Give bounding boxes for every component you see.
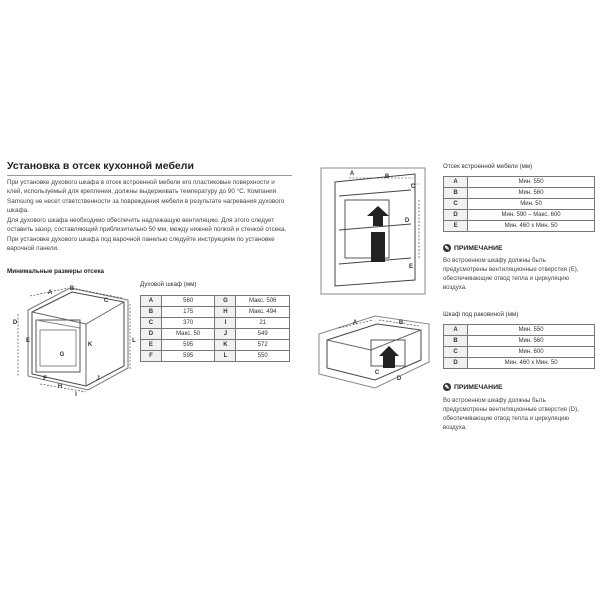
dim-value: Мин. 50 — [468, 199, 595, 210]
note-1-line: обеспечивающие отвод тепла и циркуляцию — [443, 275, 570, 282]
note-1-line: Во встроенном шкафу должны быть — [443, 257, 546, 264]
dim-key: C — [141, 318, 162, 329]
oven-label-i: I — [75, 392, 77, 398]
note-2-line: воздуха. — [443, 424, 467, 431]
note-2-line: обеспечивающие отвод тепла и циркуляцию — [443, 415, 570, 422]
dim-key: E — [141, 340, 162, 351]
min-dims-heading: Минимальные размеры отсека — [7, 268, 105, 275]
ventilation-line: Для духового шкафа необходимо обеспечить надлежащую вентиляцию. Для этого следует — [7, 217, 275, 224]
dim-key: L — [215, 351, 236, 362]
intro-line: шкафа. — [7, 207, 29, 215]
dim-key: G — [215, 296, 236, 307]
dim-value: 550 — [236, 351, 290, 362]
note-1-line: предусмотрены вентиляционные отверстия (E), — [443, 266, 579, 273]
note-2-text — [443, 396, 600, 432]
builtin-cabinet-diagram — [315, 160, 433, 300]
oven-label-e: E — [25, 338, 31, 344]
oven-diagram — [10, 280, 138, 400]
note-2-heading-text: ПРИМЕЧАНИЕ — [454, 383, 503, 391]
ventilation-line: варочной панели. — [7, 245, 59, 253]
dim-key: C — [444, 199, 468, 210]
table-row — [141, 340, 290, 351]
table-row — [444, 347, 595, 358]
dim-value: 21 — [236, 318, 290, 329]
intro-paragraph — [7, 178, 292, 216]
sink-label-d: D — [396, 376, 402, 382]
oven-label-k: K — [87, 342, 93, 348]
table-row — [444, 358, 595, 369]
dim-value: Мин. 460 x Мин. 50 — [468, 221, 595, 232]
note-icon: ✎ — [444, 384, 450, 391]
title-divider — [7, 175, 292, 176]
oven-label-f: F — [43, 376, 47, 382]
table-row — [444, 210, 595, 221]
dim-key: D — [444, 210, 468, 221]
dim-key: B — [444, 188, 468, 199]
note-2-line: предусмотрены вентиляционные отверстия (D), — [443, 406, 579, 413]
oven-label-d: D — [12, 320, 18, 326]
table-row — [444, 221, 595, 232]
table-row — [444, 199, 595, 210]
ventilation-line: При установке духового шкафа под варочной панелью следуйте инструкциям по установке — [7, 235, 275, 243]
dim-value: Мин. 560 — [468, 188, 595, 199]
ventilation-line: оставить зазор, составляющий приблизительно 50 мм, между нижней полкой и стенкой отсека. — [7, 226, 287, 234]
dim-value: Макс. 50 — [161, 329, 215, 340]
dim-key: H — [215, 307, 236, 318]
oven-dimensions-table — [140, 295, 290, 362]
dim-key: B — [444, 336, 468, 347]
dim-value: Мин. 590 – Макс. 600 — [468, 210, 595, 221]
table-row — [444, 188, 595, 199]
note-icon: ✎ — [444, 245, 450, 252]
builtin-label-a: A — [349, 171, 355, 177]
dim-value: 595 — [161, 340, 215, 351]
dim-value: 175 — [161, 307, 215, 318]
builtin-label-c: C — [410, 184, 416, 190]
builtin-label-e: E — [408, 264, 414, 270]
table-row — [444, 177, 595, 188]
table-row — [141, 296, 290, 307]
dim-key: C — [444, 347, 468, 358]
dim-key: A — [444, 177, 468, 188]
builtin-label-d: D — [404, 218, 410, 224]
oven-label-g: G — [59, 352, 65, 358]
oven-label-b: B — [69, 286, 75, 292]
dim-key: F — [141, 351, 162, 362]
dim-value: 370 — [161, 318, 215, 329]
ventilation-paragraph — [7, 216, 292, 254]
dim-value: Макс. 506 — [236, 296, 290, 307]
dim-key: B — [141, 307, 162, 318]
dim-key: J — [215, 329, 236, 340]
builtin-dimensions-table — [443, 176, 595, 232]
table-row — [141, 307, 290, 318]
note-1-text — [443, 256, 600, 292]
note-1-heading — [443, 244, 503, 252]
oven-label-c: C — [103, 298, 109, 304]
dim-value: Мин. 600 — [468, 347, 595, 358]
intro-line: клей, используемый для крепления, должны выдерживать температуру до 90 °C. Компания — [7, 188, 277, 196]
builtin-label-b: B — [384, 174, 390, 180]
note-2-heading — [443, 383, 503, 391]
dim-value: 595 — [161, 351, 215, 362]
dim-key: A — [141, 296, 162, 307]
sink-label-a: A — [352, 320, 358, 326]
dim-key: A — [444, 325, 468, 336]
dim-value: Мин. 460 x Мин. 50 — [468, 358, 595, 369]
dim-value: 549 — [236, 329, 290, 340]
dim-value: Мин. 550 — [468, 325, 595, 336]
oven-table-caption: Духовой шкаф (мм) — [140, 281, 197, 288]
page-title: Установка в отсек кухонной мебели — [7, 160, 194, 172]
dim-key: E — [444, 221, 468, 232]
table-row — [444, 325, 595, 336]
dim-value: Мин. 560 — [468, 336, 595, 347]
sink-cabinet-diagram — [315, 312, 433, 394]
table-row — [141, 318, 290, 329]
oven-label-j: J — [96, 376, 100, 382]
table-row — [141, 351, 290, 362]
dim-value: 572 — [236, 340, 290, 351]
note-1-heading-text: ПРИМЕЧАНИЕ — [454, 244, 503, 252]
builtin-table-caption: Отсек встроенной мебели (мм) — [443, 163, 533, 170]
table-row — [141, 329, 290, 340]
sink-label-b: B — [398, 320, 404, 326]
intro-line: При установке духового шкафа в отсек встроенной мебели его пластиковые поверхности и — [7, 179, 275, 186]
dim-value: Макс. 494 — [236, 307, 290, 318]
oven-label-h: H — [57, 384, 63, 390]
oven-label-l: L — [132, 338, 136, 344]
intro-line: Samsung не несет ответственности за повреждения мебели в результате нагревания духового — [7, 197, 285, 205]
dim-key: K — [215, 340, 236, 351]
note-2-line: Во встроенном шкафу должны быть — [443, 397, 546, 404]
sink-label-c: C — [374, 370, 380, 376]
sink-table-caption: Шкаф под раковиной (мм) — [443, 311, 519, 318]
dim-value: 560 — [161, 296, 215, 307]
sink-dimensions-table — [443, 324, 595, 369]
dim-key: I — [215, 318, 236, 329]
dim-key: D — [141, 329, 162, 340]
note-1-line: воздуха. — [443, 284, 467, 291]
table-row — [444, 336, 595, 347]
dim-value: Мин. 550 — [468, 177, 595, 188]
dim-key: D — [444, 358, 468, 369]
oven-label-a: A — [47, 290, 53, 296]
